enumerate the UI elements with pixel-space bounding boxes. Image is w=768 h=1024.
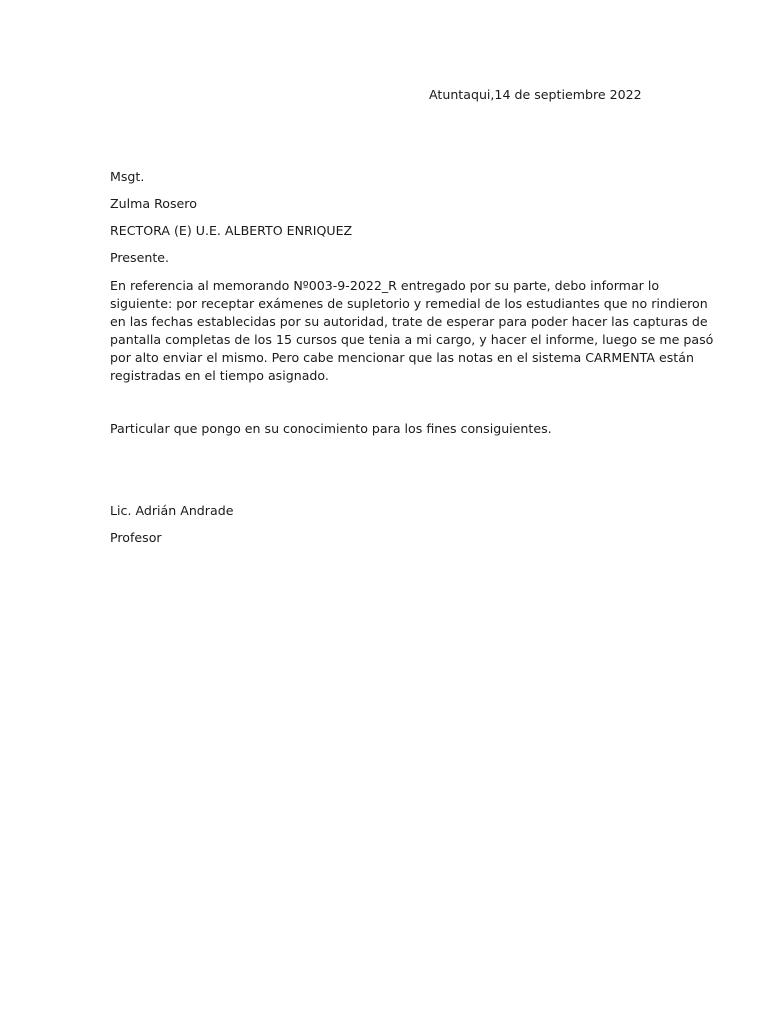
signer-role: Profesor	[110, 530, 162, 545]
place-date: Atuntaqui,14 de septiembre 2022	[429, 87, 642, 102]
body-line: en las fechas establecidas por su autoridad, trate de esperar para poder hacer las capturas de	[110, 314, 708, 329]
greeting: Presente.	[110, 250, 170, 265]
body-line: pantalla completas de los 15 cursos que tenia a mi cargo, y hacer el informe, luego se me pasó	[110, 332, 714, 347]
recipient-name: Zulma Rosero	[110, 196, 197, 211]
signer-name: Lic. Adrián Andrade	[110, 503, 234, 518]
closing-sentence: Particular que pongo en su conocimiento para los fines consiguientes.	[110, 421, 552, 436]
body-paragraph	[110, 277, 714, 385]
body-line: En referencia al memorando Nº003-9-2022_R entregado por su parte, debo informar lo	[110, 278, 660, 293]
body-line: registradas en el tiempo asignado.	[110, 368, 329, 383]
recipient-title: Msgt.	[110, 169, 145, 184]
recipient-position: RECTORA (E) U.E. ALBERTO ENRIQUEZ	[110, 223, 353, 238]
body-line: siguiente: por receptar exámenes de supletorio y remedial de los estudiantes que no rindieron	[110, 296, 708, 311]
body-line: por alto enviar el mismo. Pero cabe mencionar que las notas en el sistema CARMENTA están	[110, 350, 694, 365]
